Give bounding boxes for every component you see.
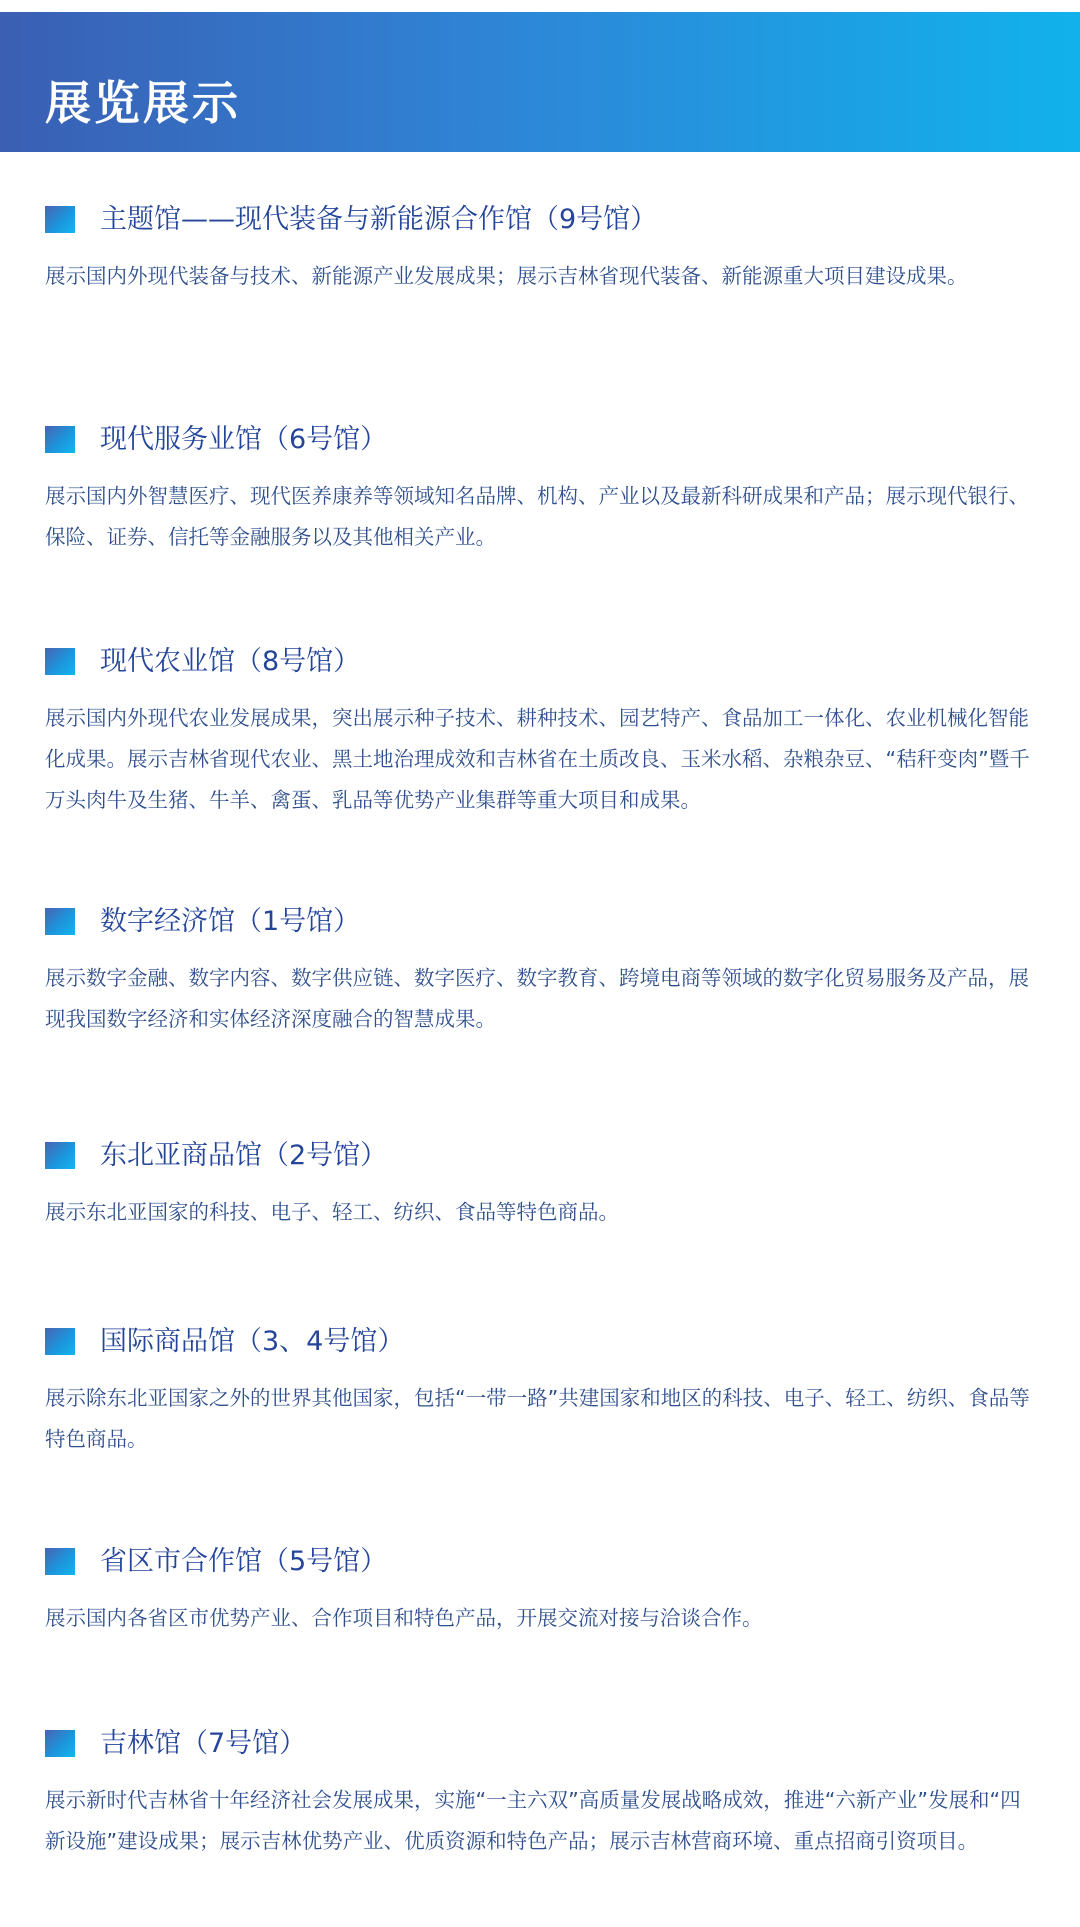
section-description: 展示数字金融、数字内容、数字供应链、数字医疗、数字教育、跨境电商等领域的数字化贸易服务及产品，展现我国数字经济和实体经济深度融合的智慧成果。	[45, 966, 1029, 1031]
section-hall-3-4	[45, 1320, 1040, 1460]
section-title: 现代农业馆（8号馆）	[100, 646, 361, 677]
section-hall-9	[45, 198, 1040, 297]
section-description: 展示国内外现代农业发展成果，突出展示种子技术、耕种技术、园艺特产、食品加工一体化、农业机械化智能化成果。展示吉林省现代农业、黑土地治理成效和吉林省在土质改良、玉米水稻、杂粮杂豆、“秸秆变肉”暨千万头肉牛及生猪、牛羊、禽蛋、乳品等优势产业集群等重大项目和成果。	[45, 706, 1030, 812]
section-title: 吉林馆（7号馆）	[100, 1728, 307, 1759]
section-description: 展示新时代吉林省十年经济社会发展成果，实施“一主六双”高质量发展战略成效，推进“六新产业”发展和“四新设施”建设成果；展示吉林优势产业、优质资源和特色产品；展示吉林营商环境、重点招商引资项目。	[45, 1788, 1021, 1853]
section-hall-7	[45, 1722, 1040, 1862]
section-heading	[45, 1722, 1040, 1766]
section-title: 东北亚商品馆（2号馆）	[100, 1140, 388, 1171]
section-description: 展示国内外现代装备与技术、新能源产业发展成果；展示吉林省现代装备、新能源重大项目建设成果。	[45, 264, 968, 288]
section-hall-8	[45, 640, 1040, 821]
section-description: 展示国内各省区市优势产业、合作项目和特色产品，开展交流对接与洽谈合作。	[45, 1606, 763, 1630]
section-heading	[45, 418, 1040, 462]
section-description: 展示东北亚国家的科技、电子、轻工、纺织、食品等特色商品。	[45, 1200, 619, 1224]
section-heading	[45, 198, 1040, 242]
square-bullet-icon	[45, 1730, 75, 1757]
section-heading	[45, 640, 1040, 684]
section-heading	[45, 1134, 1040, 1178]
section-heading	[45, 1540, 1040, 1584]
section-title: 国际商品馆（3、4号馆）	[100, 1326, 405, 1357]
page-title: 展览展示	[45, 76, 241, 130]
section-hall-1	[45, 900, 1040, 1040]
square-bullet-icon	[45, 1142, 75, 1169]
section-hall-2	[45, 1134, 1040, 1233]
square-bullet-icon	[45, 648, 75, 675]
square-bullet-icon	[45, 206, 75, 233]
square-bullet-icon	[45, 908, 75, 935]
square-bullet-icon	[45, 426, 75, 453]
section-hall-6	[45, 418, 1040, 558]
square-bullet-icon	[45, 1328, 75, 1355]
section-hall-5	[45, 1540, 1040, 1639]
section-title: 现代服务业馆（6号馆）	[100, 424, 388, 455]
header-banner	[0, 12, 1080, 152]
square-bullet-icon	[45, 1548, 75, 1575]
section-title: 省区市合作馆（5号馆）	[100, 1546, 388, 1577]
section-heading	[45, 900, 1040, 944]
section-title: 主题馆——现代装备与新能源合作馆（9号馆）	[100, 204, 658, 235]
section-title: 数字经济馆（1号馆）	[100, 906, 361, 937]
section-heading	[45, 1320, 1040, 1364]
section-description: 展示除东北亚国家之外的世界其他国家，包括“一带一路”共建国家和地区的科技、电子、轻工、纺织、食品等特色商品。	[45, 1386, 1030, 1451]
section-description: 展示国内外智慧医疗、现代医养康养等领域知名品牌、机构、产业以及最新科研成果和产品；展示现代银行、保险、证券、信托等金融服务以及其他相关产业。	[45, 484, 1029, 549]
